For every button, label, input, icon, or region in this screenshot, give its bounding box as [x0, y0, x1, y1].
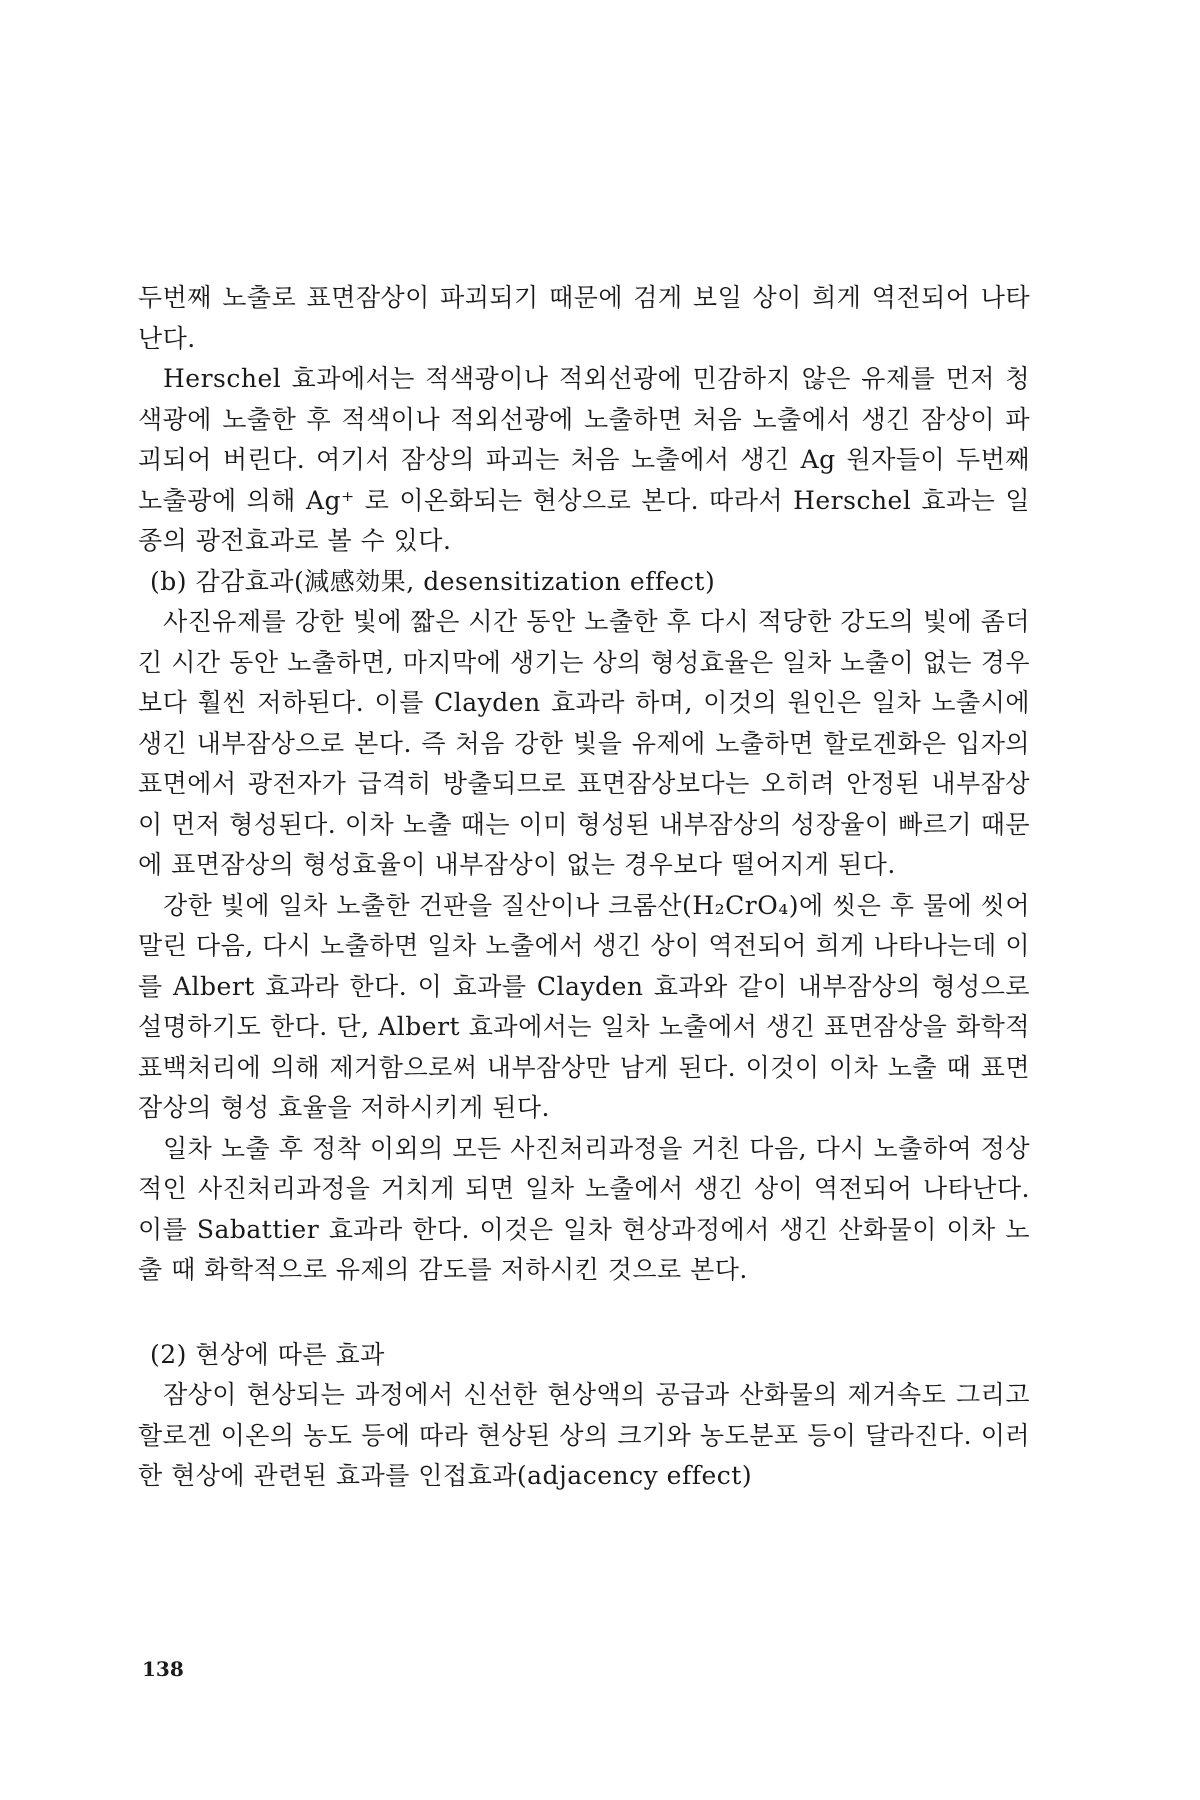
- body-text: [138, 278, 1030, 1497]
- page-number: 138: [142, 1657, 184, 1681]
- subsection-heading: (b) 감감효과(減感効果, desensitization effect): [150, 566, 716, 596]
- paragraph: Herschel 효과에서는 적색광이나 적외선광에 민감하지 않은 유제를 먼저 청색광에 노출한 후 적색이나 적외선광에 노출하면 처음 노출에서 생긴 잠상이 파괴되어 버린다. 여기서 잠상의 파괴는 처음 노출에서 생긴 Ag 원자들이 두번째 노출광에 의해 Ag⁺ 로 이온화되는 현상으로 본다. 따라서 Herschel 효과는 일종의 광전효과로 볼 수 있다.: [138, 364, 1030, 555]
- paragraph: 잠상이 현상되는 과정에서 신선한 현상액의 공급과 산화물의 제거속도 그리고 할로겐 이온의 농도 등에 따라 현상된 상의 크기와 농도분포 등이 달라진다. 이러한 현상에 관련된 효과를 인접효과(adjacency effect): [138, 1380, 1030, 1490]
- paragraph: 사진유제를 강한 빛에 짧은 시간 동안 노출한 후 다시 적당한 강도의 빛에 좀더 긴 시간 동안 노출하면, 마지막에 생기는 상의 형성효율은 일차 노출이 없는 경우보다 훨씬 저하된다. 이를 Clayden 효과라 하며, 이것의 원인은 일차 노출시에 생긴 내부잠상으로 본다. 즉 처음 강한 빛을 유제에 노출하면 할로겐화은 입자의 표면에서 광전자가 급격히 방출되므로 표면잠상보다는 오히려 안정된 내부잠상이 먼저 형성된다. 이차 노출 때는 이미 형성된 내부잠상의 성장율이 빠르기 때문에 표면잠상의 형성효율이 내부잠상이 없는 경우보다 떨어지게 된다.: [138, 607, 1030, 879]
- section-spacer: [138, 1291, 1030, 1335]
- paragraph: 일차 노출 후 정착 이외의 모든 사진처리과정을 거친 다음, 다시 노출하여 정상적인 사진처리과정을 거치게 되면 일차 노출에서 생긴 상이 역전되어 나타난다. 이를 Sabattier 효과라 한다. 이것은 일차 현상과정에서 생긴 산화물이 이차 노출 때 화학적으로 유제의 감도를 저하시킨 것으로 본다.: [138, 1133, 1030, 1284]
- section-heading: (2) 현상에 따른 효과: [150, 1339, 385, 1369]
- paragraph: 두번째 노출로 표면잠상이 파괴되기 때문에 검게 보일 상이 희게 역전되어 나타난다.: [138, 283, 1030, 353]
- paragraph: 강한 빛에 일차 노출한 건판을 질산이나 크롬산(H₂CrO₄)에 씻은 후 물에 씻어 말린 다음, 다시 노출하면 일차 노출에서 생긴 상이 역전되어 희게 나타나는데 이를 Albert 효과라 한다. 이 효과를 Clayden 효과와 같이 내부잠상의 형성으로 설명하기도 한다. 단, Albert 효과에서는 일차 노출에서 생긴 표면잠상을 화학적 표백처리에 의해 제거함으로써 내부잠상만 남게 된다. 이것이 이차 노출 때 표면잠상의 형성 효율을 저하시키게 된다.: [138, 890, 1030, 1122]
